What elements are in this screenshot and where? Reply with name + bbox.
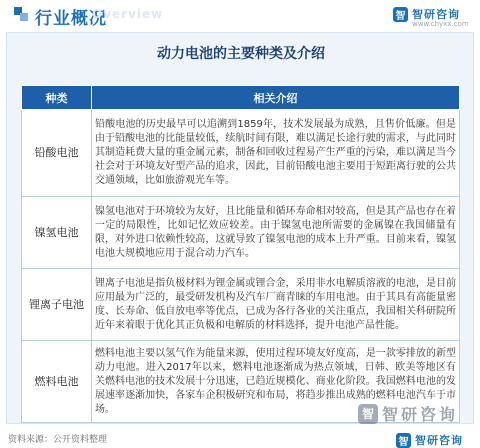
footer-brand-mark-icon: 智: [396, 433, 411, 448]
footer-brand-name: 智研咨询: [415, 434, 463, 447]
column-header-type: 种类: [22, 86, 92, 110]
table-title: 动力电池的主要种类及介绍: [157, 46, 325, 62]
content-panel: [6, 32, 474, 424]
section-ghost-text: Overview: [92, 7, 164, 21]
watermark-brand-name: 智研咨询: [381, 405, 458, 424]
row-description: 锂离子电池是指负极材料为锂金属或锂合金，采用非水电解质溶液的电池，是目前应用最为广泛的，最受研发机构及汽车厂商青睐的车用电池。由于其具有高能量密度、长寿命、低自放电率等优点，已成为各行各业的关注重点，我国相关科研院所近年来着眼于优化其正负极和电解质的材料选择，提升电池产品性能。: [92, 269, 460, 341]
section-title: 行业概况: [35, 9, 107, 29]
row-description: 铅酸电池的历史最早可以追溯到1859年，技术发展最为成熟，且售价低廉。但是由于铅酸电池的比能量较低，续航时间有限，难以满足长途行驶的需求，与此同时其制造耗费大量的重金属元素，制备和回收过程易产生严重的污染，难以满足当今社会对于环境友好型产品的追求，因此，目前铅酸电池主要用于短距离行驶的公共交通领域，比如旅游观光车等。: [92, 110, 460, 197]
row-type: 燃料电池: [22, 341, 92, 423]
table-header-row: [22, 86, 460, 110]
brand-name: 智研咨询: [412, 8, 460, 21]
row-type: 铅酸电池: [22, 110, 92, 197]
table-row: [22, 197, 460, 269]
battery-types-table: [21, 85, 460, 423]
row-type: 锂离子电池: [22, 269, 92, 341]
table-row: [22, 110, 460, 197]
row-type: 镍氢电池: [22, 197, 92, 269]
watermark-logo-icon: 智: [358, 404, 378, 424]
footer-brand: [396, 432, 463, 448]
row-description: 镍氢电池对于环境较为友好，且比能量和循环寿命相对较高，但是其产品也存在着一定的局限性，比如记忆效应较差。由于镍氢电池所需要的金属镍在我国储量有限，对外进口依赖性较高，这就导致了镍氢电池的成本上升严重。目前来看，镍氢电池大规模地应用于混合动力汽车。: [92, 197, 460, 269]
header-bar: [0, 0, 480, 28]
brand-url: www.chyxx.com: [412, 20, 469, 28]
brand-mark-icon: 智: [393, 7, 408, 22]
watermark: [358, 402, 458, 425]
table-row: [22, 269, 460, 341]
row-description: 燃料电池主要以氢气作为能量来源，使用过程环境友好度高，是一款零排放的新型动力电池。进入2017年以来，燃料电池逐渐成为热点领域，日韩、欧美等地区有关燃料电池的技术发展十分迅速，已趋近规模化、商业化阶段。我国燃料电池的发展速率逐渐加快，各家车企积极研究和布局，将趋步推出成熟的燃料电池汽车于市场。: [92, 341, 460, 423]
source-note: 资料来源：公开资料整理: [8, 435, 108, 445]
column-header-desc: 相关介绍: [92, 86, 460, 110]
section-marker-icon: [14, 7, 29, 22]
